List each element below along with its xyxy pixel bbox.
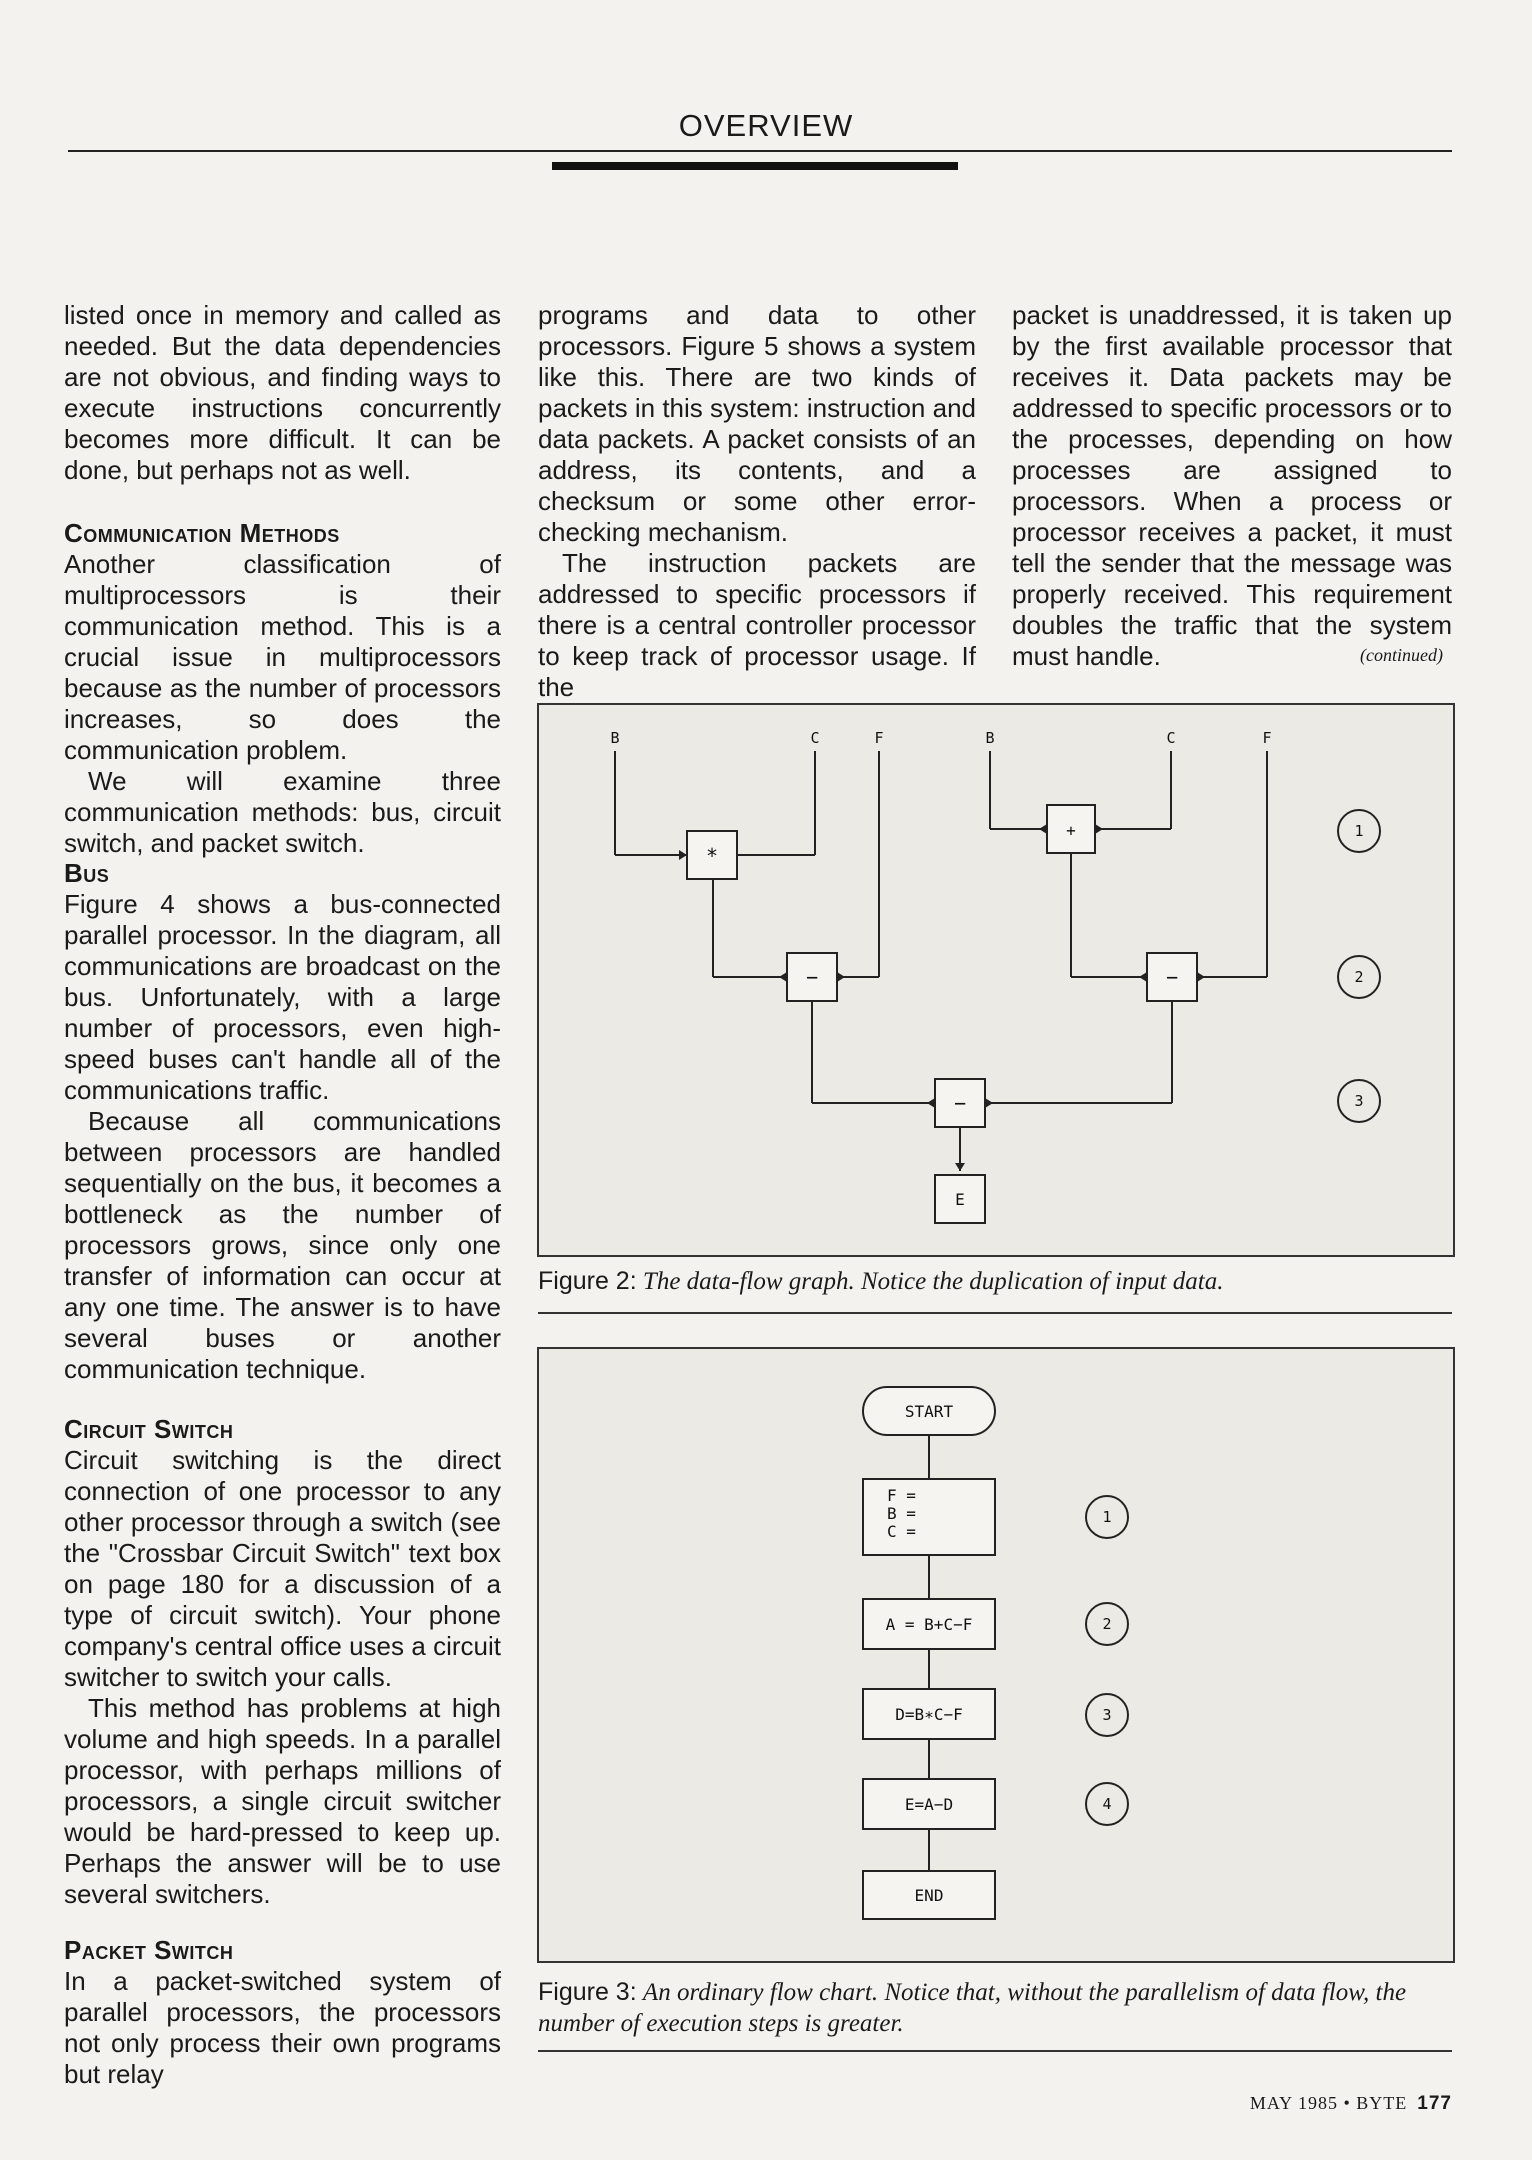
step-marker: 1: [1354, 822, 1364, 840]
dataflow-diagram: [539, 705, 1453, 1255]
heading-circuit-switch: Circuit Switch: [64, 1414, 234, 1444]
continued-note: (continued): [1360, 645, 1443, 665]
section-packet-switch: [64, 1966, 501, 2090]
page-footer: [1250, 2093, 1452, 2115]
caption-text: An ordinary flow chart. Notice that, without the parallelism of data flow, the number of execution steps is greater.: [538, 1979, 1407, 2037]
heading-packet-switch: Packet Switch: [64, 1935, 234, 1965]
step-a-label: A = B+C−F: [885, 1615, 973, 1634]
paragraph: listed once in memory and called as needed. But the data dependencies are not obvious, and finding ways to execute instructions concurrently becomes more difficult. It can be done, but perhaps not as well.: [64, 300, 501, 485]
start-label: START: [904, 1402, 954, 1421]
figure-3-flow-chart: [537, 1347, 1455, 1963]
init-b: B =: [887, 1504, 916, 1523]
caption-rule: [538, 2050, 1452, 2052]
column-1: [64, 300, 501, 486]
heading-bus: Bus: [64, 858, 110, 888]
step-marker: 3: [1102, 1706, 1112, 1724]
paragraph: Another classification of multiprocessors is their communication method. This is a crucial issue in multiprocessors because as the number of processors increases, so does the communication problem.: [64, 549, 501, 765]
page-number: 177: [1417, 2093, 1452, 2114]
flowchart-diagram: [539, 1349, 1453, 1961]
section-bus: [64, 889, 501, 1385]
caption-label: Figure 3:: [538, 1978, 637, 2006]
input-c-right: C: [1166, 729, 1176, 747]
header-rule: [68, 150, 1452, 152]
paragraph: Circuit switching is the direct connection of one processor to any other processor through a switch (see the "Crossbar Circuit Switch" text box on page 180 for a discussion of a type of circuit switch). Your phone company's central office uses a circuit switcher to switch your calls.: [64, 1445, 501, 1692]
step-e-label: E=A−D: [904, 1795, 954, 1814]
input-c-left: C: [810, 729, 820, 747]
issue-info: MAY 1985 • BYTE: [1249, 2093, 1408, 2113]
init-box: [863, 1479, 995, 1555]
header-bar: [552, 162, 958, 170]
input-b-left: B: [610, 729, 620, 747]
step-marker: 4: [1102, 1795, 1112, 1813]
subtract-label: −: [1165, 965, 1179, 989]
paragraph: In a packet-switched system of parallel processors, the processors not only process their own programs but relay: [64, 1966, 501, 2089]
caption-text: The data-flow graph. Notice the duplication of input data.: [642, 1268, 1224, 1295]
paragraph: programs and data to other processors. Figure 5 shows a system like this. There are two kinds of packets in this system: instruction and data packets. A packet consists of an address, its contents, and a checksum or some other error-checking mechanism.: [538, 300, 976, 547]
figure-2-dataflow-graph: [537, 703, 1455, 1257]
subtract-label: −: [953, 1091, 967, 1115]
step-marker: 1: [1102, 1508, 1112, 1526]
output-label: E: [955, 1190, 965, 1209]
section-communication-methods: [64, 549, 501, 859]
heading-communication-methods: Communication Methods: [64, 518, 340, 548]
figure-3-caption: [538, 1977, 1450, 2039]
paragraph: Because all communications between processors are handled sequentially on the bus, it becomes a bottleneck as the number of processors grows, since only one transfer of information can occur at any one time. The answer is to have several buses or another communication technique.: [64, 1106, 501, 1384]
init-c: C =: [887, 1522, 916, 1541]
multiply-label: *: [705, 844, 719, 868]
figure-2-caption: [538, 1266, 1450, 1297]
init-f: F =: [887, 1486, 916, 1505]
paragraph: This method has problems at high volume and high speeds. In a parallel processor, with perhaps millions of processors, a single circuit switcher would be hard-pressed to keep up. Perhaps the answer will be to use several switchers.: [64, 1693, 501, 1909]
column-3: [1012, 300, 1452, 672]
step-d-label: D=B∗C−F: [895, 1705, 963, 1724]
caption-label: Figure 2:: [538, 1267, 637, 1295]
step-marker: 2: [1354, 968, 1364, 986]
paragraph: Figure 4 shows a bus-connected parallel processor. In the diagram, all communications are broadcast on the bus. Unfortunately, with a large number of processors, even high-speed buses can't handle all of the communications traffic.: [64, 889, 501, 1105]
caption-rule: [538, 1312, 1452, 1314]
section-title: OVERVIEW: [678, 108, 854, 143]
paragraph: We will examine three communication methods: bus, circuit switch, and packet switch.: [64, 766, 501, 858]
paragraph: packet is unaddressed, it is taken up by the first available processor that receives it. Data packets may be addressed to specific processors or to the processes, depending on how processes are assigned to processors. When a process or processor receives a packet, it must tell the sender that the message was properly received. This requirement doubles the traffic that the system must handle.: [1012, 300, 1452, 671]
subtract-label: −: [805, 965, 819, 989]
step-marker: 3: [1354, 1092, 1364, 1110]
step-marker: 2: [1102, 1615, 1112, 1633]
input-f-left: F: [874, 729, 884, 747]
column-2: [538, 300, 976, 703]
section-circuit-switch: [64, 1445, 501, 1910]
end-label: END: [914, 1886, 944, 1905]
add-label: +: [1066, 821, 1076, 840]
input-b-right: B: [985, 729, 995, 747]
paragraph: The instruction packets are addressed to specific processors if there is a central controller processor to keep track of processor usage. If the: [538, 548, 976, 702]
input-f-right: F: [1262, 729, 1272, 747]
